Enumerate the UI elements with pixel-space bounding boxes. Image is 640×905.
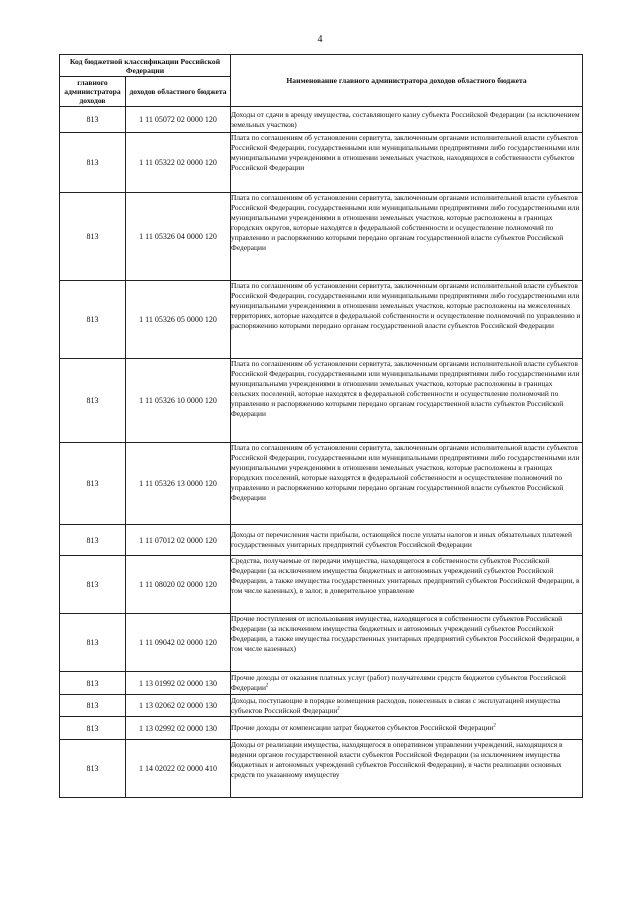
income-name-cell: [231, 525, 583, 556]
income-code-cell: 1 11 07012 02 0000 120: [126, 525, 231, 556]
income-code-cell: 1 14 02022 02 0000 410: [126, 740, 231, 798]
income-code-cell: 1 11 05326 10 0000 120: [126, 359, 231, 443]
income-name-text: Прочие доходы от оказания платных услуг (работ) получателями средств бюджетов субъектов Российской Федерации: [231, 673, 566, 692]
table-row: [60, 281, 583, 359]
income-name-text: Доходы, поступающие в порядке возмещения расходов, понесенных в связи с эксплуатацией имущества субъектов Российской Федерации: [231, 695, 561, 715]
admin-code-cell: 813: [60, 107, 126, 133]
income-name-text: Доходы от сдачи в аренду имущества, составляющего казну субъекта Российской Федерации (за исключением земельных участков): [231, 109, 580, 129]
table-row: [60, 107, 583, 133]
table-row: [60, 556, 583, 614]
table-row: [60, 359, 583, 443]
income-code-cell: 1 13 02062 02 0000 130: [126, 695, 231, 717]
income-code-cell: 1 11 05326 05 0000 120: [126, 281, 231, 359]
table-row: [60, 740, 583, 798]
income-name-text: Прочие поступления от использования имущества, находящегося в собственности субъектов Российской Федерации (за исключением имущества бюджетных и автономных учреждений субъектов Российской Федерации, а также имущества государственных унитарных предприятий субъектов Российской Федерации, в том числе казенных): [231, 614, 580, 653]
income-name-cell: [231, 740, 583, 798]
admin-code-cell: 813: [60, 740, 126, 798]
income-name-text: Плата по соглашениям об установлении сервитута, заключенным органами исполнительной власти субъектов Российской Федерации, государственными или муниципальными предприятиями либо государственными или муниципальными учреждениями в отношении земельных участков, которые расположены в границах городских округов, которые находятся в федеральной собственности и осуществление полномочий по управлению и распоряжению которыми передано органам государственной власти субъектов Российской Федерации: [231, 193, 580, 252]
admin-code-cell: 813: [60, 443, 126, 525]
income-name-text: Плата по соглашениям об установлении сервитута, заключенным органами исполнительной власти субъектов Российской Федерации, государственными или муниципальными предприятиями либо государственными или муниципальными учреждениями в отношении земельных участков, которые расположены на межселенных территориях, которые находятся в федеральной собственности и осуществление полномочий по управлению и распоряжению которыми передано органам государственной власти субъектов Российской Федерации: [231, 281, 581, 330]
footnote-marker: 2: [337, 706, 340, 712]
income-code-cell: 1 11 08020 02 0000 120: [126, 556, 231, 614]
income-name-cell: [231, 107, 583, 133]
table-row: [60, 672, 583, 695]
income-name-cell: [231, 443, 583, 525]
table-row: [60, 443, 583, 525]
header-classification-code: Код бюджетной классификации Российской Федерации: [60, 55, 231, 77]
income-name-text: Плата по соглашениям об установлении сервитута, заключенным органами исполнительной власти субъектов Российской Федерации, государственными или муниципальными предприятиями либо государственными или муниципальными учреждениями в отношении земельных участков, находящихся в собственности субъектов Российской Федерации: [231, 133, 580, 172]
table-row: [60, 525, 583, 556]
income-code-cell: 1 11 05326 04 0000 120: [126, 193, 231, 281]
income-code-cell: 1 13 02992 02 0000 130: [126, 717, 231, 740]
table-row: [60, 695, 583, 717]
header-administrator-name: Наименование главного администратора доходов областного бюджета: [231, 55, 583, 107]
income-name-text: Плата по соглашениям об установлении сервитута, заключенным органами исполнительной власти субъектов Российской Федерации, государственными или муниципальными предприятиями либо государственными или муниципальными учреждениями в отношении земельных участков, которые расположены в границах сельских поселений, которые находятся в федеральной собственности и осуществление полномочий по управлению и распоряжению которыми передано органам государственной власти субъектов Российской Федерации: [231, 359, 580, 418]
table-row: [60, 133, 583, 193]
table-row: [60, 193, 583, 281]
income-code-cell: 1 11 09042 02 0000 120: [126, 614, 231, 672]
income-name-cell: [231, 133, 583, 193]
income-name-cell: [231, 717, 583, 740]
income-name-text: Прочие доходы от компенсации затрат бюджетов субъектов Российской Федерации: [231, 723, 494, 733]
admin-code-cell: 813: [60, 281, 126, 359]
income-name-text: Средства, получаемые от передачи имущества, находящегося в собственности субъектов Российской Федерации (за исключением имущества бюджетных и автономных учреждений субъектов Российской Федерации, а также имущества государственных унитарных предприятий субъектов Российской Федерации, в том числе казенных), в залог, в доверительное управление: [231, 556, 580, 595]
income-name-cell: [231, 695, 583, 717]
admin-code-cell: 813: [60, 359, 126, 443]
income-code-cell: 1 13 01992 02 0000 130: [126, 672, 231, 695]
admin-code-cell: 813: [60, 525, 126, 556]
income-name-cell: [231, 556, 583, 614]
income-name-cell: [231, 281, 583, 359]
admin-code-cell: 813: [60, 133, 126, 193]
income-name-cell: [231, 193, 583, 281]
income-code-cell: 1 11 05322 02 0000 120: [126, 133, 231, 193]
page-number: 4: [317, 34, 323, 45]
table-row: [60, 717, 583, 740]
header-regional-income: доходов областного бюджета: [126, 77, 231, 107]
income-name-cell: [231, 359, 583, 443]
footnote-marker: 2: [493, 723, 496, 729]
admin-code-cell: 813: [60, 556, 126, 614]
budget-classification-table: [59, 54, 583, 798]
footnote-marker: 2: [265, 683, 269, 689]
table-row: [60, 614, 583, 672]
income-name-text: Доходы от реализации имущества, находящегося в оперативном управлении учреждений, находящихся в ведении органов государственной власти субъектов Российской Федерации (за исключением имущества бюджетных и автономных учреждений субъектов Российской Федерации), в части реализации основных средств по указанному имуществу: [231, 740, 563, 779]
income-name-text: Плата по соглашениям об установлении сервитута, заключенным органами исполнительной власти субъектов Российской Федерации, государственными или муниципальными предприятиями либо государственными или муниципальными учреждениями в отношении земельных участков, которые расположены в границах городских поселений, которые находятся в федеральной собственности и осуществление полномочий по управлению и распоряжению которыми передано органам государственной власти субъектов Российской Федерации: [231, 443, 580, 502]
income-code-cell: 1 11 05072 02 0000 120: [126, 107, 231, 133]
header-main-administrator: главного администратора доходов: [60, 77, 126, 107]
admin-code-cell: 813: [60, 672, 126, 695]
admin-code-cell: 813: [60, 717, 126, 740]
admin-code-cell: 813: [60, 193, 126, 281]
income-name-cell: [231, 614, 583, 672]
admin-code-cell: 813: [60, 695, 126, 717]
admin-code-cell: 813: [60, 614, 126, 672]
income-name-cell: [231, 672, 583, 695]
income-name-text: Доходы от перечисления части прибыли, остающейся после уплаты налогов и иных обязательных платежей государственных унитарных предприятий субъектов Российской Федерации: [231, 530, 572, 549]
income-code-cell: 1 11 05326 13 0000 120: [126, 443, 231, 525]
